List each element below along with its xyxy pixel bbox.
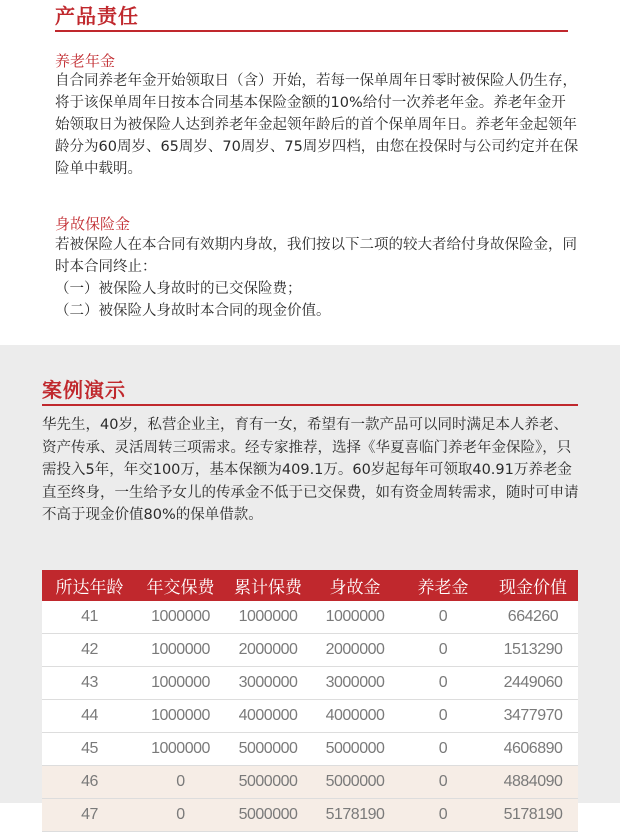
cell-cumulative-premium: 2000000 <box>224 634 312 667</box>
cell-annual-premium: 1000000 <box>137 601 224 634</box>
cell-annual-premium: 0 <box>137 766 224 799</box>
case-demo-text: 华先生，40岁，私营企业主，育有一女，希望有一款产品可以同时满足本人养老、资产传承、灵活周转三项需求。经专家推荐，选择《华夏喜临门养老年金保险》，只需投入5年，年交100万，基本保额为409.1万。60岁起每年可领取40.91万养老金直至终身，一生给予女儿的传承金不低于已交保费，如有资金周转需求，随时可申请不高于现金价值80%的保单借款。 <box>42 417 579 523</box>
cell-annual-premium: 1000000 <box>137 634 224 667</box>
header-annuity: 养老金 <box>398 570 488 601</box>
cell-annuity: 0 <box>398 799 488 832</box>
cell-cumulative-premium: 5000000 <box>224 766 312 799</box>
table-header-row <box>42 570 578 601</box>
table-row <box>42 733 578 766</box>
cell-annual-premium: 1000000 <box>137 667 224 700</box>
table-row <box>42 601 578 634</box>
cell-death-benefit: 4000000 <box>312 700 398 733</box>
cell-cumulative-premium: 5000000 <box>224 799 312 832</box>
cell-cash-value: 2449060 <box>488 667 578 700</box>
cell-cash-value: 4884090 <box>488 766 578 799</box>
header-annual-premium: 年交保费 <box>137 570 224 601</box>
cell-annuity: 0 <box>398 700 488 733</box>
header-age: 所达年龄 <box>42 570 137 601</box>
cell-annual-premium: 1000000 <box>137 733 224 766</box>
header-death-benefit: 身故金 <box>312 570 398 601</box>
annuity-subtitle: 养老年金 <box>55 52 116 70</box>
cell-age: 45 <box>42 733 137 766</box>
product-liability-title: 产品责任 <box>55 4 139 28</box>
cell-age: 42 <box>42 634 137 667</box>
header-cash-value: 现金价值 <box>488 570 578 601</box>
cell-cumulative-premium: 3000000 <box>224 667 312 700</box>
cell-death-benefit: 5000000 <box>312 733 398 766</box>
table-row <box>42 667 578 700</box>
cell-annuity: 0 <box>398 667 488 700</box>
cell-age: 46 <box>42 766 137 799</box>
cell-death-benefit: 2000000 <box>312 634 398 667</box>
cell-annual-premium: 0 <box>137 799 224 832</box>
case-demo-title: 案例演示 <box>42 378 126 402</box>
cell-cash-value: 3477970 <box>488 700 578 733</box>
benefit-table <box>42 570 578 832</box>
cell-death-benefit: 5000000 <box>312 766 398 799</box>
cell-annuity: 0 <box>398 766 488 799</box>
cell-annuity: 0 <box>398 634 488 667</box>
cell-annual-premium: 1000000 <box>137 700 224 733</box>
cell-cumulative-premium: 1000000 <box>224 601 312 634</box>
cell-annuity: 0 <box>398 601 488 634</box>
cell-cash-value: 664260 <box>488 601 578 634</box>
cell-cumulative-premium: 4000000 <box>224 700 312 733</box>
cell-age: 44 <box>42 700 137 733</box>
table-row <box>42 700 578 733</box>
cell-death-benefit: 1000000 <box>312 601 398 634</box>
cell-death-benefit: 3000000 <box>312 667 398 700</box>
death-benefit-item-1: （一）被保险人身故时的已交保险费； <box>55 281 302 297</box>
cell-annuity: 0 <box>398 733 488 766</box>
death-benefit-subtitle: 身故保险金 <box>55 215 131 233</box>
annuity-text: 自合同养老年金开始领取日（含）开始，若每一保单周年日零时被保险人仍生存，将于该保单周年日按本合同基本保险金额的10%给付一次养老年金。养老年金开始领取日为被保险人达到养老年金起领年龄后的首个保单周年日。养老年金起领年龄分为60周岁、65周岁、70周岁、75周岁四档，由您在投保时与公司约定并在保险单中载明。 <box>55 73 579 177</box>
cell-age: 47 <box>42 799 137 832</box>
death-benefit-text: 若被保险人在本合同有效期内身故，我们按以下二项的较大者给付身故保险金，同时本合同终止： <box>55 237 577 275</box>
cell-age: 41 <box>42 601 137 634</box>
cell-cumulative-premium: 5000000 <box>224 733 312 766</box>
table-row <box>42 766 578 799</box>
cell-cash-value: 4606890 <box>488 733 578 766</box>
cell-age: 43 <box>42 667 137 700</box>
case-demo-rule <box>42 404 578 406</box>
table-row <box>42 634 578 667</box>
product-liability-rule <box>55 30 568 32</box>
cell-cash-value: 5178190 <box>488 799 578 832</box>
header-cumulative-premium: 累计保费 <box>224 570 312 601</box>
table-row <box>42 799 578 832</box>
death-benefit-item-2: （二）被保险人身故时本合同的现金价值。 <box>55 303 331 319</box>
cell-cash-value: 1513290 <box>488 634 578 667</box>
cell-death-benefit: 5178190 <box>312 799 398 832</box>
